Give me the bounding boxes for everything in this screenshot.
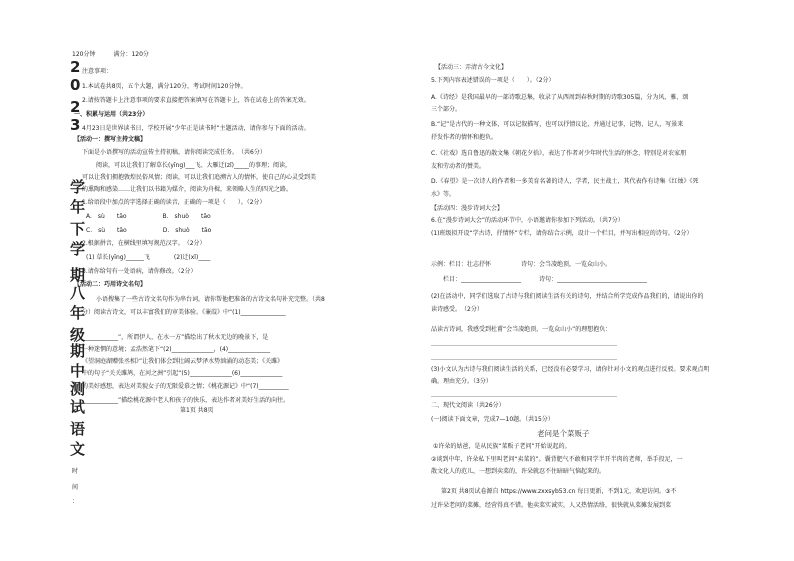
left-text-line: 2.根据拼音，在横线里填写规范汉字。 （2分） [82,240,206,247]
vertical-extra-char: 时 [72,468,79,475]
left-text-line: C. sù tāo D. shuò tāo [86,227,212,234]
left-text-line: 1.给语段中加点的字选择正确的读音，正确的一项是（ ）。（2分） [82,199,266,206]
right-text-line: A.《诗经》是我国最早的一部诗歌总集，收录了从西周到春秋时期的诗歌305篇，分为风、雅、颂 [431,94,689,101]
right-text-line: (2)在活动中，同学们选取了古诗与我们阅读生活有关的诗句，并结合所学完成作品我们的，请说出你的 [431,293,704,300]
right-text-line: ①许朵的姑爸，是从民族“菜贩子老问”开始说起的。 [433,443,571,450]
right-text-line: 散文化人的范儿，一想到卖菜的，许朵就忍不住暗暗气恼起来的。 [431,468,606,475]
left-text-line: A. sù tāo B. shuò tāo [86,213,211,220]
right-text-line: 老问是个菜贩子 [537,429,590,438]
left-text-line: 《望洞庭湖赠张丞相》”让我们体会到壮阔云梦泽水势汹涌的动态美；《关雎》 [82,358,284,365]
right-text-line: 三个部分。 [431,106,462,113]
vertical-title-char: 中 [70,362,86,380]
time-score-line: 120分钟 满分：120分 [72,51,149,58]
right-text-line: 品读古诗词，我感受到杜甫“会当凌绝顶，一览众山小”的理想抱负： [431,326,612,333]
right-text-line: 第2页 共8页试卷源自 https://www.zxxsyb53.cn 每日更新，不到1元，欢迎访问。③不 [441,488,677,495]
right-text-line: 6.在“漫步诗词大会”的活动环节中，小语邀请你参加下列活动。（共7分） [431,217,624,224]
right-text-line: 过许朵老问的菜摊，经营得真不错。他卖菜实诚实，人又热情活络，很快就从菜摊发展到菜 [431,502,672,509]
right-text-line: ②谈到中年，许朵私下里叫老问“卖菜的”。囊背肥气不敢和同学半开半肉的老师，举手投足，一 [431,456,683,463]
right-text-line: 5.下列内容表述错误的一项是（ ）。（2分） [431,77,555,84]
right-text-line: B.“记”是古代的一种文体，可以记叙描写，也可以抒情议论，并通过记事，记物，记人，写景来 [431,121,684,128]
left-text-line: 的熏陶和感染……让我们以书籍为媒介，阅读为舟楫，来领略人生的四光之路。 [82,186,293,193]
right-text-line: 水》等。 [431,191,456,198]
right-text-line: 【活动四：漫步诗词大会】 [431,205,504,212]
left-text-line: 【活动一：撰写主持文稿】 [74,136,147,143]
left-text-line: 的美好感想，表达对美貌女子的无限爱慕之情；《桃花源记》中“(7)__________ [82,383,289,390]
right-text-line: 栏目：____________________ 诗句：______________________________ [443,276,648,283]
vertical-title-char: 期 [70,342,86,360]
left-text-line: 2.请按答题卡上注意事项的要求直接把答案填写在答题卡上，答在试卷上的答案无效。 [82,97,310,104]
left-text-line: 1.本试卷共8页，五个大题，满分120分，考试时间120分钟。 [82,83,247,90]
left-text-line: 注意事项： [82,68,113,75]
left-text-line: 第1页 共8页 [180,407,214,414]
vertical-title-char: 0 [70,76,81,94]
vertical-title-char: 语 [70,420,86,438]
left-text-line: 一种迷惘的意境；孟浩然笔下“(2)______________，(4)______________ [82,346,271,353]
right-text-line: 确，理由充分。（3分） [431,378,492,385]
vertical-title-char: 试 [70,398,86,416]
left-text-line: ____________”，所谓伊人，在水一方”描绘出了秋水无边的晚景下，是 [82,334,269,341]
vertical-title-char: 级 [70,326,86,344]
left-text-line: 小语搜集了一些古诗文名句作为串台词，请你帮他把准备的古诗文名句补充完整。（共8 [96,296,325,303]
left-text-line: ____________”描绘桃花源中老人和孩子的快乐，表达作者对美好生活的向往。 [82,397,290,404]
left-text-line: 下面是小语撰写的活动宣传主持初稿，请你阅读完成任务。 （共6分） [82,149,266,156]
right-text-line: (3)小文认为古诗与我们阅读生活的关系，已经没有必要学习，请你针对小文的观点进行反驳。要求观点明 [431,366,710,373]
right-text-line: 二、现代文阅读（共26分） [431,402,505,409]
right-text-line: 【活动三：弄清古今文化】 [435,64,508,71]
vertical-title-char: 年 [70,198,86,216]
left-text-line: 4月23日是世界读书日，学校开展“少年正是读书时”主题活动，请你参与下面的活动。 [82,125,310,132]
right-text-line: 示例：栏目：壮志抒怀 诗句：会当凌绝顶，一览众山小。 [431,261,612,268]
vertical-extra-char: ： [72,498,79,505]
left-text-line: 【活动二：巧用诗文名句】 [74,281,147,288]
left-text-line: (1) 草长(yīng)______飞 (2)迁(xǐ)____ [86,254,211,261]
vertical-title-char: 3 [70,116,81,134]
vertical-title-char: 2 [70,98,81,116]
right-text-line: ______________________________________________________________ [431,390,617,397]
vertical-title-char: 2 [70,58,81,76]
vertical-title-char: 文 [70,440,86,458]
vertical-extra-char: 间 [72,484,79,491]
left-text-line: 一、积累与运用（共23分） [74,111,149,118]
vertical-title-char: 测 [70,380,86,398]
vertical-title-char: 学 [70,178,86,196]
vertical-title-char: 期 [70,266,86,284]
left-text-line: 分）阅读古诗文，可以丰富我们的审美体验。《蒹葭》中“(1)_______________ [82,309,286,316]
right-text-line: ______________________________________________________________ [431,339,617,346]
right-text-line: (一)阅读下面文章，完成7—10题。（共15分） [431,416,554,423]
left-text-line: 阅读，可以让我们了解草长(yīng)___飞、大雁迁(zǐ)_____的事理；阅读， [96,162,292,169]
right-text-line: D.《春望》是一次诗人的作者和一多美育名著的诗人，学者，民主战士，其代表作有诗集《红烛》《死 [431,178,699,185]
left-text-line: 3.请你给句有一处语病，请你修改。（2分） [82,268,197,275]
right-text-line: 读诗感受。 （2分） [431,306,483,313]
right-text-line: C.《社戏》选自鲁迅的散文集《朝花夕拾》，表达了作者对少年时代生活的怀念，特别是对农家朋 [431,150,687,157]
right-text-line: 抒发作者的情怀和抱负。 [431,134,498,141]
vertical-title-char: 八 [70,284,86,302]
vertical-title-char: 学 [70,240,86,258]
right-text-line: ______________________________________________________________ [431,353,617,360]
right-page [397,0,794,561]
right-text-line: 友和劳动者的赞美。 [431,163,486,170]
vertical-title-char: 下 [70,220,86,238]
right-text-line: (1)班级拟开设“学古诗，抒情怀”专栏，请你结合示例，设计一个栏目，并写出相应的诗句。（2分） [431,230,693,237]
vertical-title-char: 年 [70,304,86,322]
left-text-line: 中的句子“关关雎鸠，在河之洲”引起“(5)______________(6)______________ [82,370,283,377]
left-text-line: 可以让我们拥抱敦煌民俗风情；阅读，可以让我们追溯古人的情怀，使自己的心灵受到美 [82,174,317,181]
